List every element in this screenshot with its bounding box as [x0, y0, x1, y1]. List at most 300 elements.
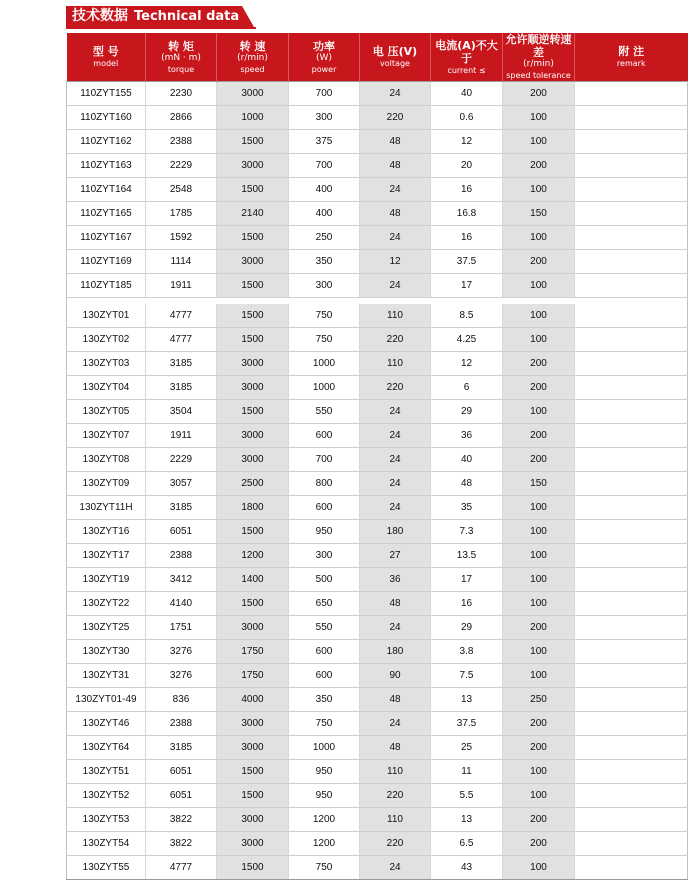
cell-model: 110ZYT165 [67, 202, 146, 226]
cell-remark [575, 832, 688, 856]
header-speed-cn: 转 速 [239, 39, 266, 53]
table-row [67, 544, 688, 568]
cell-voltage: 220 [360, 376, 431, 400]
cell-model: 130ZYT05 [67, 400, 146, 424]
table-row [67, 130, 688, 154]
cell-torque: 6051 [146, 784, 217, 808]
cell-power: 500 [289, 568, 360, 592]
header-remark [575, 33, 688, 82]
cell-model: 130ZYT07 [67, 424, 146, 448]
table-row [67, 106, 688, 130]
cell-current: 20 [431, 154, 503, 178]
cell-remark [575, 616, 688, 640]
cell-speed: 1750 [217, 664, 289, 688]
cell-speed: 1500 [217, 592, 289, 616]
cell-speed-tolerance: 100 [503, 496, 575, 520]
cell-torque: 3185 [146, 376, 217, 400]
cell-torque: 6051 [146, 520, 217, 544]
cell-current: 11 [431, 760, 503, 784]
cell-speed: 1500 [217, 400, 289, 424]
table-row [67, 856, 688, 880]
cell-current: 17 [431, 568, 503, 592]
cell-current: 36 [431, 424, 503, 448]
cell-torque: 2388 [146, 544, 217, 568]
cell-current: 17 [431, 274, 503, 298]
cell-torque: 6051 [146, 760, 217, 784]
cell-voltage: 220 [360, 106, 431, 130]
cell-speed: 1500 [217, 304, 289, 328]
cell-model: 130ZYT22 [67, 592, 146, 616]
cell-voltage: 24 [360, 856, 431, 880]
cell-remark [575, 760, 688, 784]
cell-power: 400 [289, 178, 360, 202]
cell-remark [575, 106, 688, 130]
cell-model: 110ZYT164 [67, 178, 146, 202]
cell-current: 16 [431, 178, 503, 202]
cell-speed-tolerance: 200 [503, 352, 575, 376]
cell-power: 650 [289, 592, 360, 616]
table-header-row [67, 33, 688, 82]
table-row [67, 760, 688, 784]
cell-speed: 3000 [217, 424, 289, 448]
cell-voltage: 180 [360, 640, 431, 664]
header-voltage [360, 33, 431, 82]
header-model [67, 33, 146, 82]
cell-speed: 3000 [217, 808, 289, 832]
header-power-unit: (W) [316, 52, 332, 63]
cell-current: 12 [431, 352, 503, 376]
cell-torque: 3276 [146, 640, 217, 664]
cell-model: 130ZYT03 [67, 352, 146, 376]
cell-current: 13 [431, 808, 503, 832]
cell-power: 600 [289, 640, 360, 664]
table-row [67, 154, 688, 178]
table-row [67, 784, 688, 808]
cell-speed-tolerance: 200 [503, 736, 575, 760]
cell-power: 350 [289, 688, 360, 712]
table-row [67, 400, 688, 424]
cell-current: 4.25 [431, 328, 503, 352]
cell-power: 1000 [289, 376, 360, 400]
cell-model: 110ZYT163 [67, 154, 146, 178]
cell-power: 750 [289, 304, 360, 328]
cell-speed: 3000 [217, 376, 289, 400]
cell-current: 25 [431, 736, 503, 760]
cell-remark [575, 82, 688, 106]
header-power-cn: 功率 [313, 39, 335, 53]
cell-torque: 1114 [146, 250, 217, 274]
cell-speed-tolerance: 200 [503, 832, 575, 856]
cell-speed: 1500 [217, 760, 289, 784]
cell-current: 43 [431, 856, 503, 880]
cell-speed-tolerance: 200 [503, 250, 575, 274]
header-speed-tolerance-cn: 允许顺逆转速差 [505, 33, 572, 59]
cell-speed-tolerance: 150 [503, 202, 575, 226]
cell-speed-tolerance: 100 [503, 274, 575, 298]
cell-remark [575, 856, 688, 880]
cell-torque: 2388 [146, 130, 217, 154]
cell-voltage: 24 [360, 82, 431, 106]
cell-remark [575, 712, 688, 736]
cell-model: 130ZYT31 [67, 664, 146, 688]
cell-voltage: 220 [360, 832, 431, 856]
cell-model: 130ZYT53 [67, 808, 146, 832]
cell-speed-tolerance: 100 [503, 640, 575, 664]
cell-remark [575, 448, 688, 472]
cell-speed: 1500 [217, 520, 289, 544]
cell-torque: 3504 [146, 400, 217, 424]
cell-torque: 4777 [146, 856, 217, 880]
cell-speed-tolerance: 100 [503, 592, 575, 616]
table-row [67, 520, 688, 544]
cell-remark [575, 784, 688, 808]
cell-torque: 1592 [146, 226, 217, 250]
table-row [67, 274, 688, 298]
cell-power: 300 [289, 544, 360, 568]
header-speed-en: speed [240, 64, 265, 74]
cell-model: 130ZYT17 [67, 544, 146, 568]
cell-voltage: 110 [360, 304, 431, 328]
table-row [67, 616, 688, 640]
cell-power: 1200 [289, 808, 360, 832]
cell-voltage: 36 [360, 568, 431, 592]
cell-speed-tolerance: 200 [503, 712, 575, 736]
cell-voltage: 27 [360, 544, 431, 568]
cell-current: 40 [431, 82, 503, 106]
cell-speed-tolerance: 100 [503, 784, 575, 808]
cell-speed: 1400 [217, 568, 289, 592]
cell-power: 750 [289, 328, 360, 352]
section-title-en: Technical data [134, 9, 240, 24]
table-row [67, 688, 688, 712]
cell-model: 110ZYT155 [67, 82, 146, 106]
table-row [67, 448, 688, 472]
cell-remark [575, 736, 688, 760]
cell-power: 375 [289, 130, 360, 154]
cell-current: 16.8 [431, 202, 503, 226]
cell-speed: 1500 [217, 856, 289, 880]
cell-model: 110ZYT162 [67, 130, 146, 154]
cell-torque: 2229 [146, 154, 217, 178]
cell-remark [575, 544, 688, 568]
cell-torque: 3822 [146, 832, 217, 856]
cell-torque: 2866 [146, 106, 217, 130]
cell-speed-tolerance: 200 [503, 448, 575, 472]
cell-voltage: 48 [360, 154, 431, 178]
cell-speed-tolerance: 100 [503, 178, 575, 202]
cell-power: 250 [289, 226, 360, 250]
cell-voltage: 24 [360, 448, 431, 472]
cell-power: 300 [289, 274, 360, 298]
cell-model: 130ZYT55 [67, 856, 146, 880]
cell-model: 130ZYT51 [67, 760, 146, 784]
table-row [67, 496, 688, 520]
cell-speed-tolerance: 100 [503, 400, 575, 424]
cell-power: 750 [289, 712, 360, 736]
cell-torque: 3276 [146, 664, 217, 688]
header-current-cn: 电流(A)不大于 [435, 38, 498, 65]
cell-remark [575, 376, 688, 400]
table-row [67, 712, 688, 736]
cell-torque: 3057 [146, 472, 217, 496]
cell-torque: 2230 [146, 82, 217, 106]
cell-current: 3.8 [431, 640, 503, 664]
cell-power: 1200 [289, 832, 360, 856]
cell-power: 950 [289, 760, 360, 784]
cell-voltage: 110 [360, 352, 431, 376]
cell-power: 1000 [289, 736, 360, 760]
table-row [67, 178, 688, 202]
cell-speed-tolerance: 100 [503, 520, 575, 544]
cell-speed: 1200 [217, 544, 289, 568]
cell-current: 29 [431, 400, 503, 424]
cell-speed-tolerance: 150 [503, 472, 575, 496]
cell-speed-tolerance: 100 [503, 106, 575, 130]
cell-power: 950 [289, 784, 360, 808]
cell-power: 750 [289, 856, 360, 880]
cell-power: 550 [289, 616, 360, 640]
cell-voltage: 24 [360, 178, 431, 202]
cell-speed: 3000 [217, 352, 289, 376]
cell-current: 5.5 [431, 784, 503, 808]
cell-model: 130ZYT64 [67, 736, 146, 760]
table-row [67, 202, 688, 226]
cell-current: 37.5 [431, 250, 503, 274]
cell-remark [575, 130, 688, 154]
header-speed-tolerance-en: speed tolerance [506, 71, 571, 80]
cell-voltage: 48 [360, 202, 431, 226]
cell-voltage: 48 [360, 736, 431, 760]
table-row [67, 736, 688, 760]
cell-speed: 3000 [217, 736, 289, 760]
cell-remark [575, 328, 688, 352]
cell-torque: 3822 [146, 808, 217, 832]
cell-torque: 4140 [146, 592, 217, 616]
cell-torque: 4777 [146, 328, 217, 352]
cell-power: 700 [289, 448, 360, 472]
cell-power: 600 [289, 424, 360, 448]
cell-power: 600 [289, 496, 360, 520]
cell-model: 130ZYT02 [67, 328, 146, 352]
cell-model: 110ZYT185 [67, 274, 146, 298]
cell-remark [575, 664, 688, 688]
header-torque [146, 33, 217, 82]
table-row [67, 640, 688, 664]
cell-voltage: 24 [360, 226, 431, 250]
cell-speed: 3000 [217, 712, 289, 736]
cell-model: 130ZYT09 [67, 472, 146, 496]
cell-remark [575, 202, 688, 226]
cell-current: 16 [431, 226, 503, 250]
cell-voltage: 48 [360, 592, 431, 616]
cell-model: 110ZYT169 [67, 250, 146, 274]
header-speed-tolerance [503, 33, 575, 82]
cell-speed-tolerance: 200 [503, 424, 575, 448]
table-row [67, 376, 688, 400]
cell-current: 0.6 [431, 106, 503, 130]
cell-voltage: 24 [360, 616, 431, 640]
cell-torque: 1911 [146, 274, 217, 298]
table-row [67, 592, 688, 616]
header-speed-tolerance-unit: (r/min) [523, 59, 554, 69]
cell-speed: 1500 [217, 178, 289, 202]
cell-speed: 2140 [217, 202, 289, 226]
header-torque-en: torque [167, 64, 195, 74]
cell-torque: 3412 [146, 568, 217, 592]
cell-power: 600 [289, 664, 360, 688]
cell-voltage: 48 [360, 130, 431, 154]
cell-remark [575, 520, 688, 544]
table-row [67, 424, 688, 448]
cell-power: 700 [289, 82, 360, 106]
table-row [67, 832, 688, 856]
cell-voltage: 180 [360, 520, 431, 544]
cell-speed-tolerance: 100 [503, 130, 575, 154]
cell-speed-tolerance: 100 [503, 226, 575, 250]
table-row [67, 328, 688, 352]
cell-remark [575, 424, 688, 448]
cell-speed: 3000 [217, 616, 289, 640]
table-row [67, 808, 688, 832]
cell-speed: 3000 [217, 250, 289, 274]
cell-power: 800 [289, 472, 360, 496]
section-title-cn: 技术数据 [72, 8, 128, 24]
header-remark-cn: 附 注 [618, 45, 645, 58]
cell-speed-tolerance: 100 [503, 568, 575, 592]
cell-power: 350 [289, 250, 360, 274]
cell-model: 110ZYT167 [67, 226, 146, 250]
cell-speed-tolerance: 100 [503, 304, 575, 328]
cell-model: 110ZYT160 [67, 106, 146, 130]
cell-remark [575, 472, 688, 496]
cell-model: 130ZYT11H [67, 496, 146, 520]
cell-torque: 2388 [146, 712, 217, 736]
cell-current: 37.5 [431, 712, 503, 736]
cell-remark [575, 304, 688, 328]
cell-voltage: 220 [360, 784, 431, 808]
cell-torque: 3185 [146, 352, 217, 376]
header-torque-unit: (mN · m) [161, 52, 201, 63]
cell-current: 16 [431, 592, 503, 616]
cell-current: 6 [431, 376, 503, 400]
cell-model: 130ZYT01-49 [67, 688, 146, 712]
cell-torque: 3185 [146, 736, 217, 760]
cell-remark [575, 592, 688, 616]
cell-remark [575, 274, 688, 298]
table-row [67, 352, 688, 376]
table-row [67, 472, 688, 496]
cell-torque: 2548 [146, 178, 217, 202]
technical-data-table-wrap [66, 33, 687, 880]
cell-power: 700 [289, 154, 360, 178]
cell-voltage: 24 [360, 424, 431, 448]
cell-voltage: 48 [360, 688, 431, 712]
cell-torque: 2229 [146, 448, 217, 472]
cell-speed-tolerance: 100 [503, 856, 575, 880]
cell-speed: 4000 [217, 688, 289, 712]
cell-speed: 1000 [217, 106, 289, 130]
header-torque-cn: 转 矩 [168, 39, 194, 53]
cell-torque: 1785 [146, 202, 217, 226]
table-row [67, 568, 688, 592]
section-title-underline [66, 27, 256, 29]
cell-model: 130ZYT01 [67, 304, 146, 328]
cell-current: 13.5 [431, 544, 503, 568]
cell-current: 13 [431, 688, 503, 712]
section-title [72, 8, 239, 25]
cell-remark [575, 154, 688, 178]
cell-speed-tolerance: 250 [503, 688, 575, 712]
table-row [67, 250, 688, 274]
header-voltage-cn: 电 压(V) [372, 45, 418, 58]
cell-speed-tolerance: 200 [503, 376, 575, 400]
cell-current: 8.5 [431, 304, 503, 328]
cell-power: 1000 [289, 352, 360, 376]
cell-torque: 1751 [146, 616, 217, 640]
cell-current: 7.3 [431, 520, 503, 544]
header-speed-unit: (r/min) [237, 52, 268, 63]
cell-voltage: 24 [360, 400, 431, 424]
cell-voltage: 24 [360, 472, 431, 496]
cell-speed: 1800 [217, 496, 289, 520]
cell-current: 29 [431, 616, 503, 640]
cell-power: 300 [289, 106, 360, 130]
table-row [67, 82, 688, 106]
cell-current: 7.5 [431, 664, 503, 688]
header-current [431, 33, 503, 82]
cell-speed: 1500 [217, 226, 289, 250]
cell-current: 40 [431, 448, 503, 472]
cell-model: 130ZYT54 [67, 832, 146, 856]
cell-model: 130ZYT30 [67, 640, 146, 664]
cell-remark [575, 496, 688, 520]
cell-model: 130ZYT08 [67, 448, 146, 472]
cell-remark [575, 178, 688, 202]
header-current-en: current ≤ [447, 65, 486, 75]
table-row [67, 664, 688, 688]
cell-torque: 836 [146, 688, 217, 712]
cell-speed-tolerance: 200 [503, 154, 575, 178]
header-power-en: power [311, 64, 337, 74]
cell-current: 6.5 [431, 832, 503, 856]
cell-voltage: 110 [360, 760, 431, 784]
cell-voltage: 24 [360, 274, 431, 298]
cell-model: 130ZYT04 [67, 376, 146, 400]
cell-speed: 3000 [217, 82, 289, 106]
header-remark-en: remark [616, 59, 646, 68]
cell-remark [575, 226, 688, 250]
cell-current: 48 [431, 472, 503, 496]
cell-speed: 1750 [217, 640, 289, 664]
cell-speed: 2500 [217, 472, 289, 496]
cell-voltage: 24 [360, 496, 431, 520]
cell-remark [575, 568, 688, 592]
cell-speed: 3000 [217, 832, 289, 856]
cell-power: 550 [289, 400, 360, 424]
cell-remark [575, 400, 688, 424]
cell-model: 130ZYT16 [67, 520, 146, 544]
cell-speed: 1500 [217, 784, 289, 808]
cell-speed-tolerance: 100 [503, 544, 575, 568]
cell-remark [575, 352, 688, 376]
cell-power: 400 [289, 202, 360, 226]
cell-speed-tolerance: 200 [503, 82, 575, 106]
cell-speed: 3000 [217, 448, 289, 472]
cell-voltage: 90 [360, 664, 431, 688]
cell-current: 12 [431, 130, 503, 154]
cell-remark [575, 250, 688, 274]
cell-speed: 1500 [217, 130, 289, 154]
